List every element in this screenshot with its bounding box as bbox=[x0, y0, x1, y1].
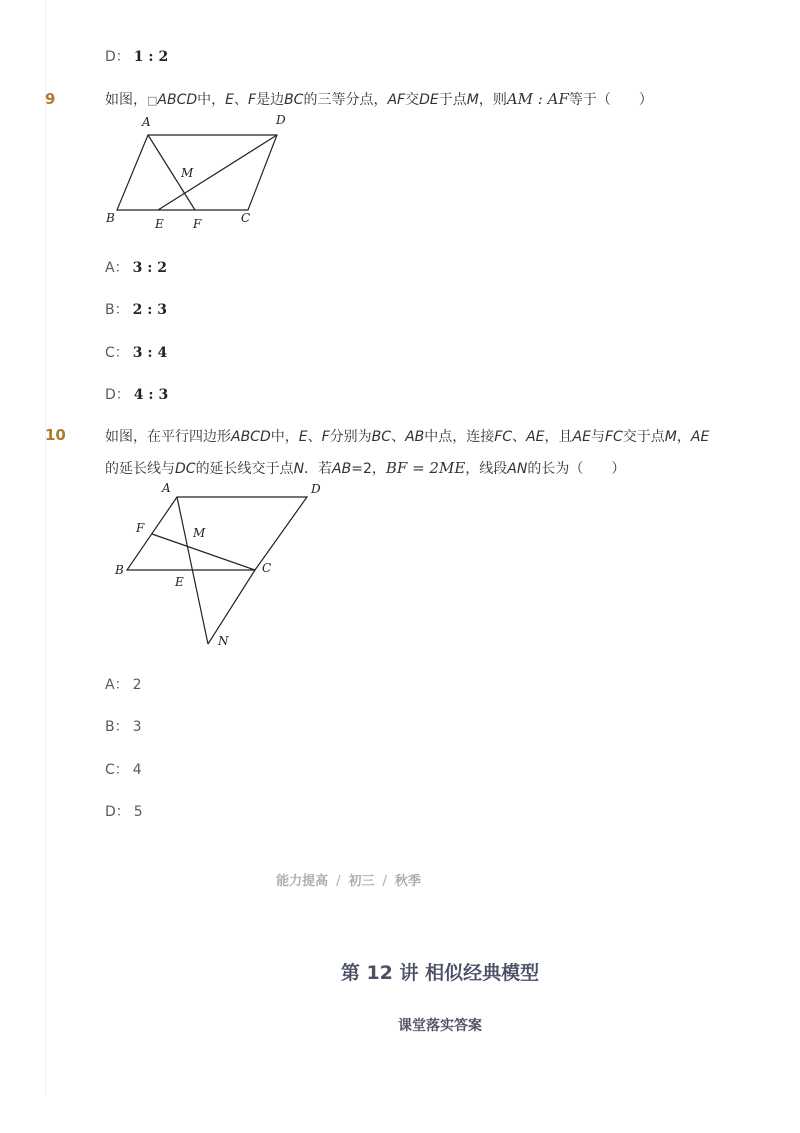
option-letter: C： bbox=[105, 762, 129, 778]
text: 的延长线交于点 bbox=[195, 461, 294, 477]
text: 的长为（ ） bbox=[527, 461, 626, 477]
q10-option-b[interactable] bbox=[105, 716, 142, 736]
option-letter: D： bbox=[105, 49, 130, 65]
label-a: A bbox=[162, 481, 171, 495]
question-10-figure bbox=[105, 478, 325, 653]
option-letter: C： bbox=[105, 345, 129, 361]
page-margin-line bbox=[45, 0, 46, 1095]
text: N bbox=[293, 461, 305, 477]
label-b: B bbox=[115, 563, 124, 577]
label-d: D bbox=[276, 113, 286, 127]
text: F bbox=[248, 92, 257, 108]
label-m: M bbox=[193, 526, 206, 540]
option-letter: B： bbox=[105, 302, 129, 318]
label-d: D bbox=[311, 482, 321, 496]
text: F bbox=[321, 429, 330, 445]
text: FC bbox=[494, 429, 513, 445]
text: 、 bbox=[512, 429, 527, 445]
option-value: 2 : 3 bbox=[132, 302, 168, 318]
separator: / bbox=[336, 874, 341, 889]
text: 是边 bbox=[256, 92, 285, 108]
course-meta bbox=[0, 870, 697, 889]
label-a: A bbox=[142, 115, 151, 129]
label-m: M bbox=[181, 166, 194, 180]
text: 交 bbox=[405, 92, 420, 108]
label-e: E bbox=[155, 217, 164, 231]
label-n: N bbox=[218, 634, 229, 648]
text: DE bbox=[419, 92, 439, 108]
text: ABCD bbox=[231, 429, 271, 445]
label-c: C bbox=[241, 211, 251, 225]
question-9-figure bbox=[100, 110, 300, 235]
q10-option-d[interactable] bbox=[105, 801, 143, 821]
text: 如图， bbox=[105, 92, 147, 108]
option-value: 5 bbox=[133, 804, 143, 820]
text: 如图，在平行四边形 bbox=[105, 429, 231, 445]
text: AE bbox=[526, 429, 545, 445]
text: ，线段 bbox=[465, 461, 508, 477]
text: 与 bbox=[590, 429, 605, 445]
text: E bbox=[298, 429, 308, 445]
text: ．若 bbox=[304, 461, 333, 477]
q9-option-c[interactable] bbox=[105, 342, 167, 362]
text: 于点 bbox=[438, 92, 467, 108]
option-value: 4 : 3 bbox=[133, 387, 169, 403]
question-10-text-line1 bbox=[105, 426, 709, 446]
text: BC bbox=[284, 92, 304, 108]
text: 的三等分点， bbox=[303, 92, 388, 108]
text: ，且 bbox=[544, 429, 573, 445]
text: =2， bbox=[351, 461, 386, 477]
q9-option-a[interactable] bbox=[105, 257, 167, 277]
text: AE bbox=[572, 429, 591, 445]
text: FC bbox=[604, 429, 623, 445]
text: 中， bbox=[197, 92, 226, 108]
course-season: 秋季 bbox=[394, 874, 421, 889]
course-grade: 初三 bbox=[348, 874, 375, 889]
segment-cn bbox=[208, 570, 255, 644]
text: ， bbox=[676, 429, 691, 445]
segment-de bbox=[158, 135, 277, 210]
text: AN bbox=[507, 461, 528, 477]
option-letter: D： bbox=[105, 804, 130, 820]
text: AB bbox=[332, 461, 352, 477]
label-e: E bbox=[175, 575, 184, 589]
label-c: C bbox=[262, 561, 272, 575]
text: AE bbox=[690, 429, 710, 445]
parallelogram-abcd bbox=[127, 497, 307, 570]
option-value: 4 bbox=[132, 762, 142, 778]
text: 的延长线与 bbox=[105, 461, 175, 477]
option-value: 1 : 2 bbox=[133, 49, 169, 65]
text: M bbox=[466, 92, 479, 108]
label-f: F bbox=[193, 217, 202, 231]
text: ABCD bbox=[157, 92, 198, 108]
label-b: B bbox=[106, 211, 115, 225]
text: DC bbox=[175, 461, 196, 477]
prev-option-d[interactable] bbox=[105, 46, 168, 66]
q10-option-c[interactable] bbox=[105, 759, 142, 779]
option-value: 3 bbox=[132, 719, 142, 735]
question-number: 9 bbox=[45, 90, 56, 108]
question-number: 10 bbox=[45, 426, 66, 444]
course-level: 能力提高 bbox=[276, 874, 329, 889]
text: BC bbox=[371, 429, 392, 445]
option-value: 3 : 4 bbox=[132, 345, 168, 361]
question-9-text bbox=[105, 89, 653, 109]
math-expression: AM : AF bbox=[506, 90, 569, 108]
math-expression: BF = 2ME bbox=[385, 459, 466, 477]
text: 中， bbox=[270, 429, 299, 445]
option-letter: A： bbox=[105, 260, 129, 276]
text: E bbox=[225, 92, 235, 108]
separator: / bbox=[382, 874, 387, 889]
parallelogram-symbol: □ bbox=[147, 94, 158, 107]
question-10-text-line2 bbox=[105, 458, 625, 478]
lecture-title: 第 12 讲 相似经典模型 bbox=[340, 962, 540, 984]
q9-option-b[interactable] bbox=[105, 299, 167, 319]
option-value: 2 bbox=[132, 677, 142, 693]
parallelogram-abcd bbox=[117, 135, 277, 210]
answer-section-title: 课堂落实答案 bbox=[398, 1018, 482, 1034]
option-value: 3 : 2 bbox=[132, 260, 167, 276]
text: 交于点 bbox=[622, 429, 665, 445]
option-letter: D： bbox=[105, 387, 130, 403]
label-f: F bbox=[136, 521, 145, 535]
q9-option-d[interactable] bbox=[105, 384, 168, 404]
text: ，则 bbox=[478, 92, 507, 108]
text: 、 bbox=[234, 92, 249, 108]
text: 分别为 bbox=[329, 429, 372, 445]
text: 、 bbox=[391, 429, 406, 445]
text: 等于（ ） bbox=[568, 92, 653, 108]
option-letter: A： bbox=[105, 677, 129, 693]
text: AB bbox=[405, 429, 425, 445]
text: 中点，连接 bbox=[424, 429, 495, 445]
text: M bbox=[664, 429, 677, 445]
q10-option-a[interactable] bbox=[105, 674, 142, 694]
text: 、 bbox=[307, 429, 322, 445]
text: AF bbox=[387, 92, 406, 108]
option-letter: B： bbox=[105, 719, 129, 735]
